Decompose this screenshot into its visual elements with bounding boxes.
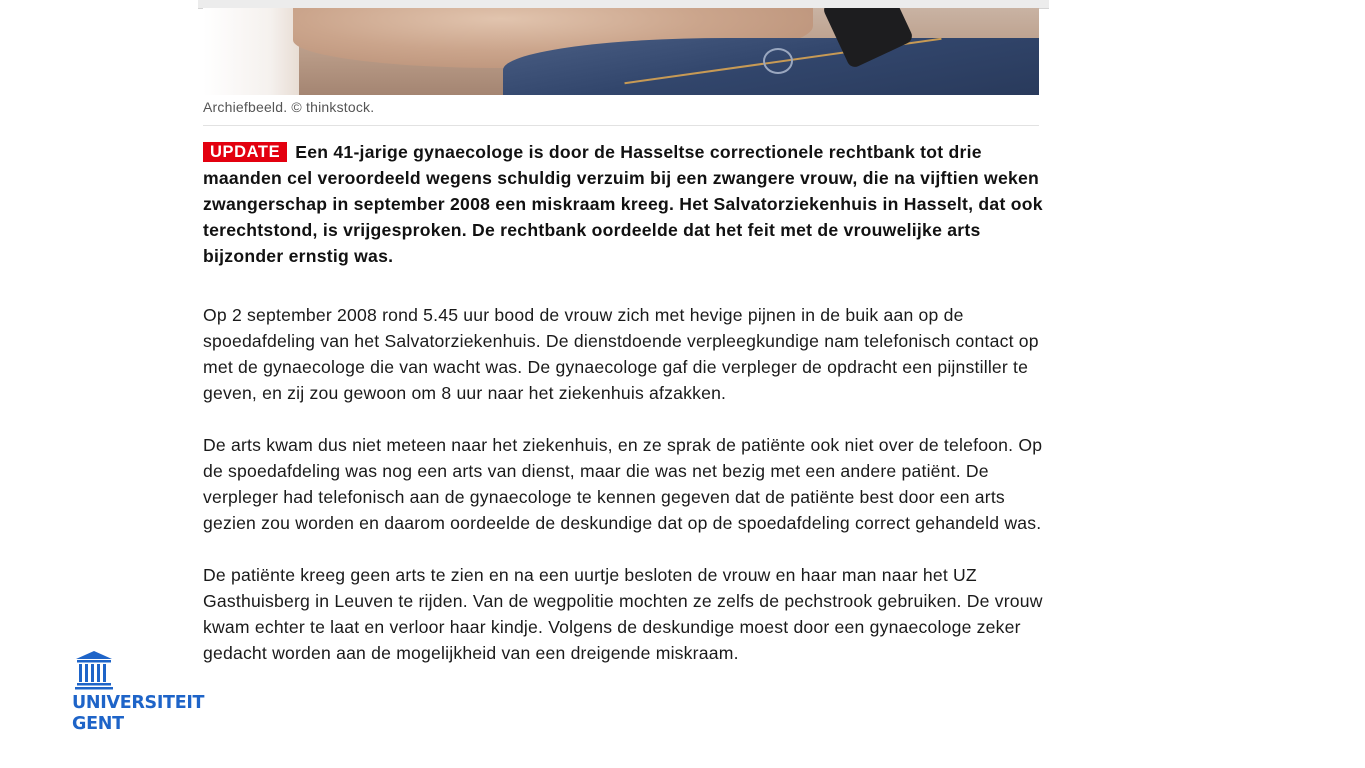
article-lead [203,139,1048,269]
ugent-logo [72,650,205,740]
article-photo [203,8,1039,95]
logo-wordmark [72,693,204,735]
article-paragraph: De arts kwam dus niet meteen naar het ziekenhuis, en ze sprak de patiënte ook niet over de telefoon. Op de spoedafdeling was nog een arts van dienst, maar die was net bezig met een andere patiënt. De verpleger had telefonisch aan de gynaecologe te kennen gegeven dat de patiënte best door een arts gezien zou worden en daarom oordeelde de deskundige dat op de spoedafdeling correct gehandeld was. [203,435,1043,533]
university-building-icon [74,650,114,690]
update-badge: UPDATE [203,142,287,162]
lead-text: Een 41-jarige gynaecologe is door de Hasseltse correctionele rechtbank tot drie maanden cel veroordeeld wegens schuldig verzuim bij een zwangere vrouw, die na vijftien weken zwangerschap in september 2008 een miskraam kreeg. Het Salvatorziekenhuis in Hasselt, dat ook terechtstond, is vrijgesproken. De rechtbank oordeelde dat het feit met de vrouwelijke arts bijzonder ernstig was. [203,142,1043,266]
caption-divider [203,125,1039,126]
photo-shirt-area [203,8,299,95]
logo-line-universiteit: UNIVERSITEIT [72,693,205,713]
photo-jeans-button [763,48,793,74]
article-paragraph: De patiënte kreeg geen arts te zien en na een uurtje besloten de vrouw en haar man naar het UZ Gasthuisberg in Leuven te rijden. Van de wegpolitie mochten ze zelfs de pechstrook gebruiken. De vrouw kwam echter te laat en verloor haar kindje. Volgens de deskundige moest door een gynaecologe zeker gedacht worden aan de mogelijkheid van een dreigende miskraam. [203,565,1043,663]
photo-caption: Archiefbeeld. © thinkstock. [203,99,375,115]
article-paragraph: Op 2 september 2008 rond 5.45 uur bood de vrouw zich met hevige pijnen in de buik aan op de spoedafdeling van het Salvatorziekenhuis. De dienstdoende verpleegkundige nam telefonisch contact op met de gynaecologe die van wacht was. De gynaecologe gaf die verpleger de opdracht een pijnstiller te geven, en zij zou gewoon om 8 uur naar het ziekenhuis afzakken. [203,305,1039,403]
article-body [203,302,1048,692]
logo-line-gent: GENT [72,714,124,734]
